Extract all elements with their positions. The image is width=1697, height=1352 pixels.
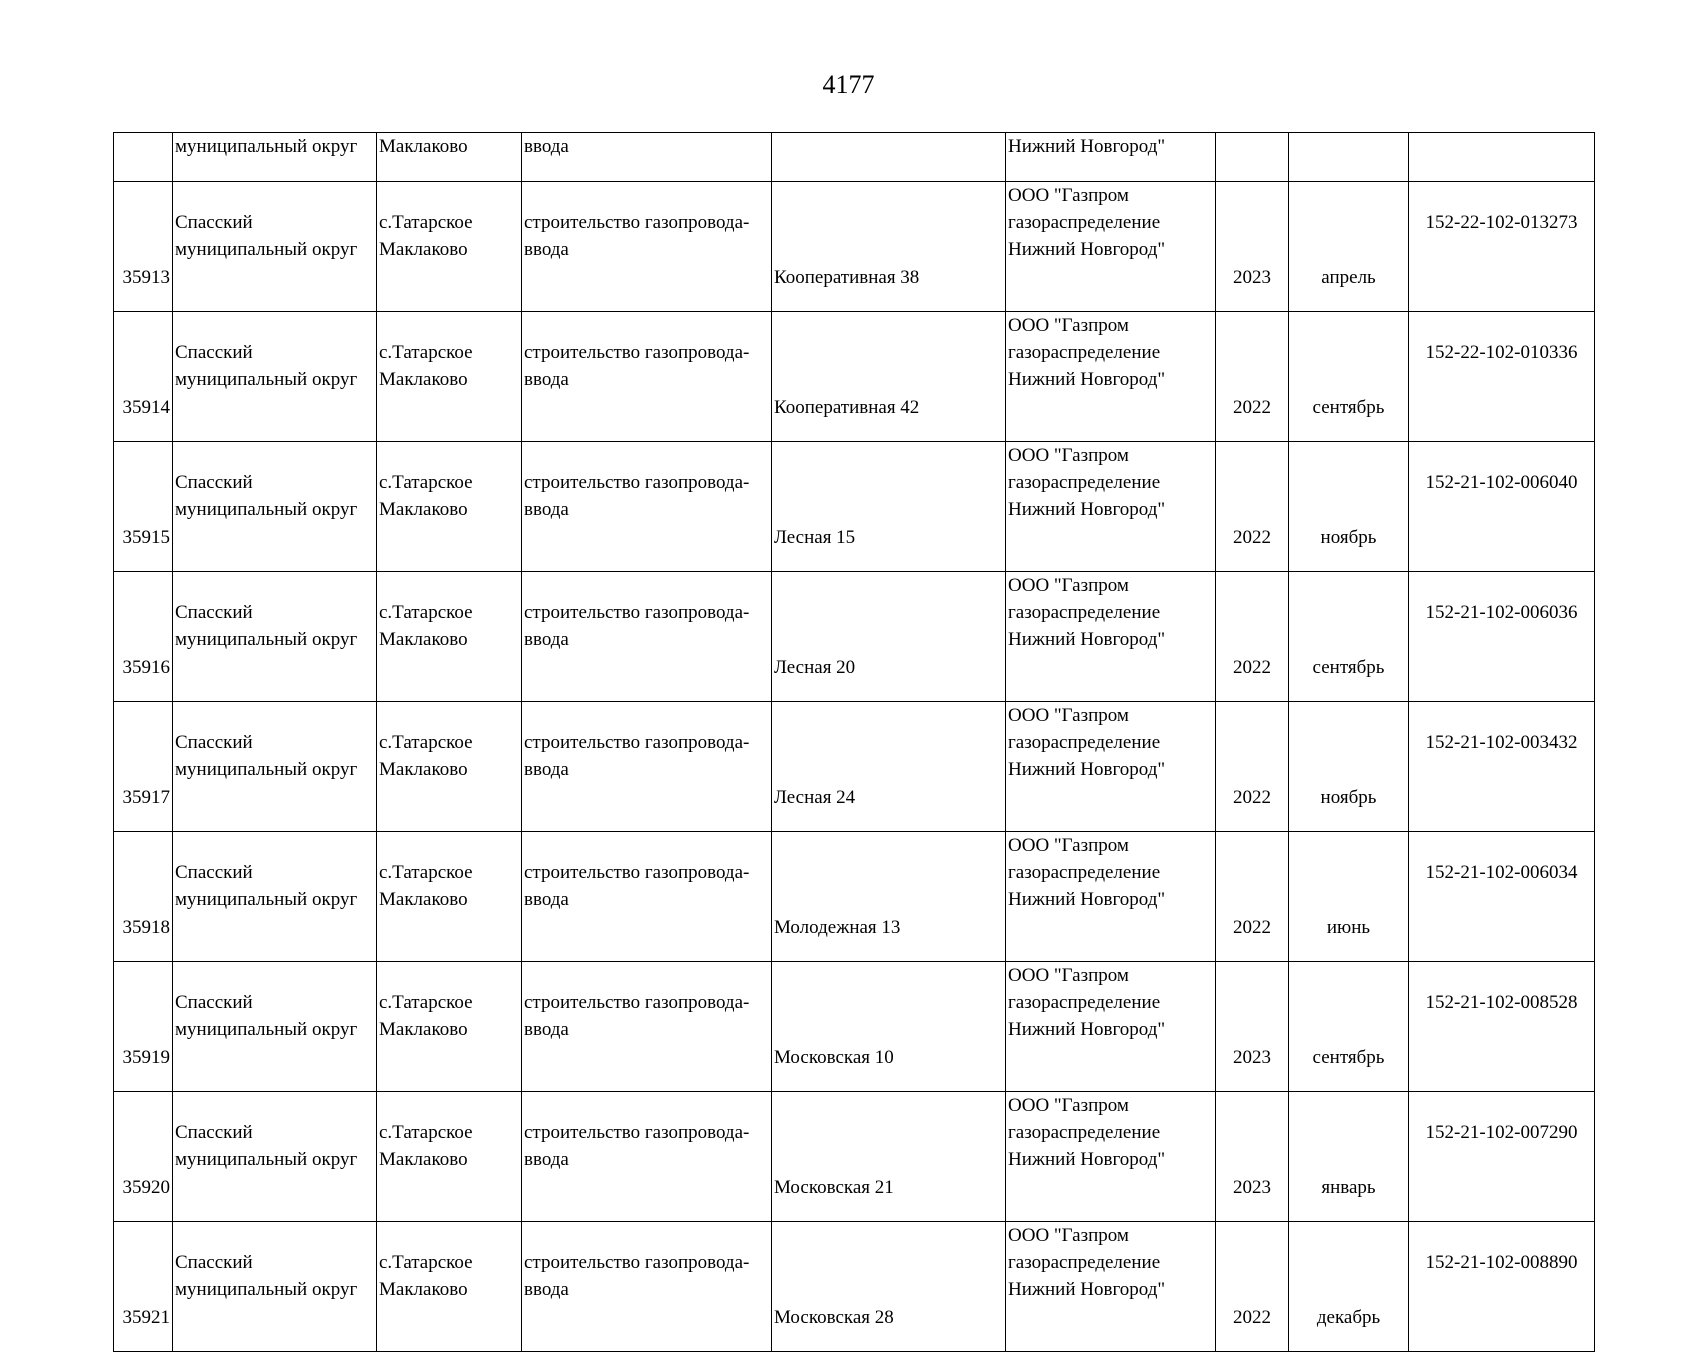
district-line: Спасский — [175, 212, 253, 233]
table-row-continuation — [114, 133, 1595, 182]
organization-line: газораспределение — [1008, 212, 1161, 233]
table-row — [114, 962, 1595, 1092]
locality-line: Маклаково — [379, 889, 468, 910]
district-line: муниципальный округ — [175, 1279, 358, 1300]
work-type-cell — [522, 572, 772, 702]
year-cell — [1216, 133, 1289, 182]
district-line: муниципальный округ — [175, 629, 358, 650]
organization-line: ООО "Газпром — [1008, 315, 1129, 336]
organization-cell — [1006, 1092, 1216, 1222]
year-cell: 2022 — [1216, 572, 1289, 702]
table-body — [114, 133, 1595, 1352]
organization-line: Нижний Новгород" — [1008, 1149, 1166, 1170]
work-type-cell: ввода — [522, 133, 772, 182]
month-cell: сентябрь — [1289, 962, 1409, 1092]
row-number-cell: 35921 — [114, 1222, 173, 1352]
address-cell: Лесная 15 — [772, 442, 1006, 572]
organization-line: Нижний Новгород" — [1008, 369, 1166, 390]
code-cell: 152-22-102-013273 — [1409, 182, 1595, 312]
gas-connection-register-table — [113, 132, 1595, 1352]
table-row — [114, 1092, 1595, 1222]
organization-line: Нижний Новгород" — [1008, 629, 1166, 650]
year-cell: 2022 — [1216, 702, 1289, 832]
work-type-line: строительство газопровода- — [524, 472, 750, 493]
year-cell: 2022 — [1216, 832, 1289, 962]
address-cell: Московская 28 — [772, 1222, 1006, 1352]
year-cell: 2023 — [1216, 182, 1289, 312]
table-row — [114, 1222, 1595, 1352]
locality-line: Маклаково — [379, 1019, 468, 1040]
code-cell: 152-21-102-008890 — [1409, 1222, 1595, 1352]
month-cell: сентябрь — [1289, 312, 1409, 442]
address-cell: Московская 21 — [772, 1092, 1006, 1222]
row-number-cell: 35914 — [114, 312, 173, 442]
work-type-line: ввода — [524, 499, 569, 520]
district-cell — [173, 1092, 377, 1222]
address-cell: Кооперативная 42 — [772, 312, 1006, 442]
organization-line: ООО "Газпром — [1008, 575, 1129, 596]
address-cell: Лесная 20 — [772, 572, 1006, 702]
work-type-line: ввода — [524, 239, 569, 260]
organization-line: ООО "Газпром — [1008, 835, 1129, 856]
organization-cell: Нижний Новгород" — [1006, 133, 1216, 182]
table-row — [114, 832, 1595, 962]
locality-line: Маклаково — [379, 369, 468, 390]
work-type-line: ввода — [524, 629, 569, 650]
month-cell: декабрь — [1289, 1222, 1409, 1352]
year-cell: 2023 — [1216, 1092, 1289, 1222]
work-type-line: строительство газопровода- — [524, 1252, 750, 1273]
locality-line: с.Татарское — [379, 1122, 473, 1143]
row-number-cell: 35913 — [114, 182, 173, 312]
district-line: Спасский — [175, 602, 253, 623]
district-cell — [173, 702, 377, 832]
organization-cell — [1006, 962, 1216, 1092]
district-line: муниципальный округ — [175, 239, 358, 260]
month-cell: июнь — [1289, 832, 1409, 962]
district-line: Спасский — [175, 1122, 253, 1143]
organization-line: Нижний Новгород" — [1008, 759, 1166, 780]
table-row — [114, 572, 1595, 702]
row-number-cell: 35916 — [114, 572, 173, 702]
work-type-cell — [522, 1092, 772, 1222]
address-cell — [772, 133, 1006, 182]
month-cell: ноябрь — [1289, 702, 1409, 832]
organization-line: Нижний Новгород" — [1008, 239, 1166, 260]
locality-cell — [377, 572, 522, 702]
organization-line: Нижний Новгород" — [1008, 889, 1166, 910]
locality-line: с.Татарское — [379, 602, 473, 623]
work-type-cell — [522, 702, 772, 832]
work-type-line: строительство газопровода- — [524, 602, 750, 623]
year-cell: 2022 — [1216, 1222, 1289, 1352]
organization-line: ООО "Газпром — [1008, 965, 1129, 986]
organization-line: газораспределение — [1008, 992, 1161, 1013]
organization-cell — [1006, 312, 1216, 442]
work-type-cell — [522, 832, 772, 962]
work-type-line: ввода — [524, 1279, 569, 1300]
locality-cell — [377, 1222, 522, 1352]
locality-line: с.Татарское — [379, 212, 473, 233]
district-cell — [173, 1222, 377, 1352]
locality-cell — [377, 702, 522, 832]
district-line: Спасский — [175, 732, 253, 753]
locality-line: Маклаково — [379, 629, 468, 650]
locality-line: Маклаково — [379, 499, 468, 520]
code-cell: 152-21-102-008528 — [1409, 962, 1595, 1092]
year-cell: 2022 — [1216, 442, 1289, 572]
work-type-line: ввода — [524, 1149, 569, 1170]
locality-line: Маклаково — [379, 239, 468, 260]
district-line: муниципальный округ — [175, 1149, 358, 1170]
work-type-cell — [522, 442, 772, 572]
work-type-cell — [522, 182, 772, 312]
work-type-line: ввода — [524, 889, 569, 910]
locality-cell — [377, 962, 522, 1092]
work-type-line: строительство газопровода- — [524, 342, 750, 363]
code-cell: 152-21-102-006034 — [1409, 832, 1595, 962]
table-row — [114, 182, 1595, 312]
work-type-line: строительство газопровода- — [524, 212, 750, 233]
month-cell: сентябрь — [1289, 572, 1409, 702]
work-type-line: строительство газопровода- — [524, 732, 750, 753]
work-type-cell — [522, 1222, 772, 1352]
organization-line: Нижний Новгород" — [1008, 1019, 1166, 1040]
code-cell: 152-22-102-010336 — [1409, 312, 1595, 442]
work-type-line: ввода — [524, 369, 569, 390]
month-cell: январь — [1289, 1092, 1409, 1222]
month-cell: ноябрь — [1289, 442, 1409, 572]
organization-cell — [1006, 1222, 1216, 1352]
address-cell: Лесная 24 — [772, 702, 1006, 832]
work-type-line: строительство газопровода- — [524, 1122, 750, 1143]
page-number: 4177 — [822, 70, 875, 99]
work-type-line: ввода — [524, 1019, 569, 1040]
locality-cell — [377, 182, 522, 312]
organization-line: газораспределение — [1008, 1252, 1161, 1273]
table-row — [114, 312, 1595, 442]
code-cell: 152-21-102-006040 — [1409, 442, 1595, 572]
work-type-cell — [522, 962, 772, 1092]
organization-line: ООО "Газпром — [1008, 1095, 1129, 1116]
locality-line: с.Татарское — [379, 1252, 473, 1273]
district-line: Спасский — [175, 992, 253, 1013]
address-cell: Молодежная 13 — [772, 832, 1006, 962]
organization-line: газораспределение — [1008, 602, 1161, 623]
code-cell: 152-21-102-007290 — [1409, 1092, 1595, 1222]
organization-line: Нижний Новгород" — [1008, 499, 1166, 520]
district-cell — [173, 312, 377, 442]
locality-cell — [377, 1092, 522, 1222]
organization-cell — [1006, 832, 1216, 962]
code-cell: 152-21-102-003432 — [1409, 702, 1595, 832]
locality-line: с.Татарское — [379, 342, 473, 363]
district-cell — [173, 962, 377, 1092]
locality-line: с.Татарское — [379, 472, 473, 493]
district-cell — [173, 572, 377, 702]
district-line: муниципальный округ — [175, 1019, 358, 1040]
year-cell: 2022 — [1216, 312, 1289, 442]
district-line: муниципальный округ — [175, 889, 358, 910]
address-cell: Московская 10 — [772, 962, 1006, 1092]
organization-line: газораспределение — [1008, 732, 1161, 753]
row-number-cell: 35919 — [114, 962, 173, 1092]
organization-cell — [1006, 442, 1216, 572]
district-cell — [173, 442, 377, 572]
organization-cell — [1006, 182, 1216, 312]
locality-cell — [377, 312, 522, 442]
organization-cell — [1006, 572, 1216, 702]
locality-line: с.Татарское — [379, 862, 473, 883]
locality-line: Маклаково — [379, 1279, 468, 1300]
district-cell — [173, 182, 377, 312]
district-line: муниципальный округ — [175, 499, 358, 520]
district-line: Спасский — [175, 1252, 253, 1273]
work-type-line: строительство газопровода- — [524, 862, 750, 883]
work-type-line: строительство газопровода- — [524, 992, 750, 1013]
district-line: Спасский — [175, 342, 253, 363]
district-cell: муниципальный округ — [173, 133, 377, 182]
organization-line: газораспределение — [1008, 1122, 1161, 1143]
organization-line: ООО "Газпром — [1008, 1225, 1129, 1246]
locality-line: Маклаково — [379, 759, 468, 780]
district-cell — [173, 832, 377, 962]
organization-line: газораспределение — [1008, 342, 1161, 363]
table-row — [114, 702, 1595, 832]
locality-cell — [377, 832, 522, 962]
locality-line: с.Татарское — [379, 992, 473, 1013]
district-line: Спасский — [175, 472, 253, 493]
organization-line: ООО "Газпром — [1008, 445, 1129, 466]
table-row — [114, 442, 1595, 572]
month-cell: апрель — [1289, 182, 1409, 312]
work-type-cell — [522, 312, 772, 442]
organization-cell — [1006, 702, 1216, 832]
year-cell: 2023 — [1216, 962, 1289, 1092]
organization-line: ООО "Газпром — [1008, 185, 1129, 206]
organization-line: газораспределение — [1008, 472, 1161, 493]
organization-line: газораспределение — [1008, 862, 1161, 883]
district-line: муниципальный округ — [175, 369, 358, 390]
work-type-line: ввода — [524, 759, 569, 780]
locality-line: с.Татарское — [379, 732, 473, 753]
organization-line: Нижний Новгород" — [1008, 1279, 1166, 1300]
code-cell: 152-21-102-006036 — [1409, 572, 1595, 702]
locality-line: Маклаково — [379, 1149, 468, 1170]
month-cell — [1289, 133, 1409, 182]
row-number-cell: 35918 — [114, 832, 173, 962]
locality-cell: Маклаково — [377, 133, 522, 182]
district-line: муниципальный округ — [175, 759, 358, 780]
row-number-cell: 35917 — [114, 702, 173, 832]
address-cell: Кооперативная 38 — [772, 182, 1006, 312]
district-line: Спасский — [175, 862, 253, 883]
code-cell — [1409, 133, 1595, 182]
organization-line: ООО "Газпром — [1008, 705, 1129, 726]
locality-cell — [377, 442, 522, 572]
row-number-cell — [114, 133, 173, 182]
row-number-cell: 35920 — [114, 1092, 173, 1222]
row-number-cell: 35915 — [114, 442, 173, 572]
